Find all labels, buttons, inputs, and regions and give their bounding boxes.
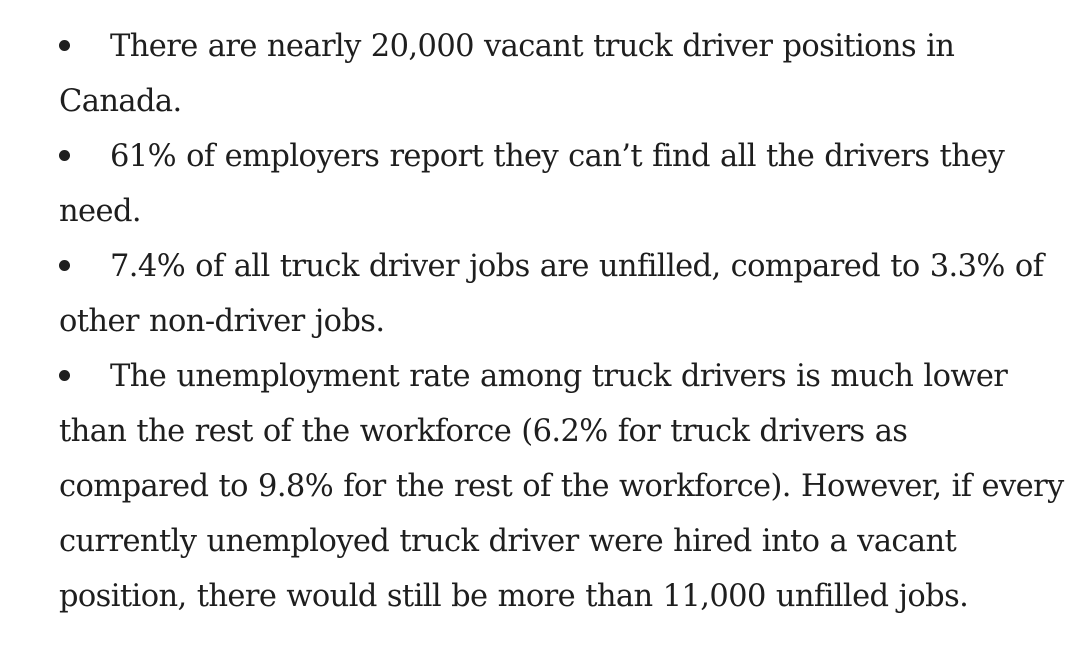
bullet-icon xyxy=(59,370,70,381)
list-item xyxy=(59,129,1064,239)
bullet-list xyxy=(59,19,1064,624)
bullet-text: 61% of employers report they can’t find all the drivers they need. xyxy=(59,139,1005,229)
bullet-text: There are nearly 20,000 vacant truck driver positions in Canada. xyxy=(59,29,955,119)
document-body xyxy=(59,19,1064,624)
bullet-text: 7.4% of all truck driver jobs are unfilled, compared to 3.3% of other non-driver jobs. xyxy=(59,249,1044,339)
list-item xyxy=(59,239,1064,349)
list-item xyxy=(59,349,1064,624)
bullet-icon xyxy=(59,260,70,271)
bullet-text: The unemployment rate among truck drivers is much lower than the rest of the workforce (6.2% for truck drivers as compared to 9.8% for the rest of the workforce). However, if every currently unemployed truck driver were hired into a vacant position, there would still be more than 11,000 unfilled jobs. xyxy=(59,359,1064,614)
list-item xyxy=(59,19,1064,129)
bullet-icon xyxy=(59,40,70,51)
bullet-icon xyxy=(59,150,70,161)
